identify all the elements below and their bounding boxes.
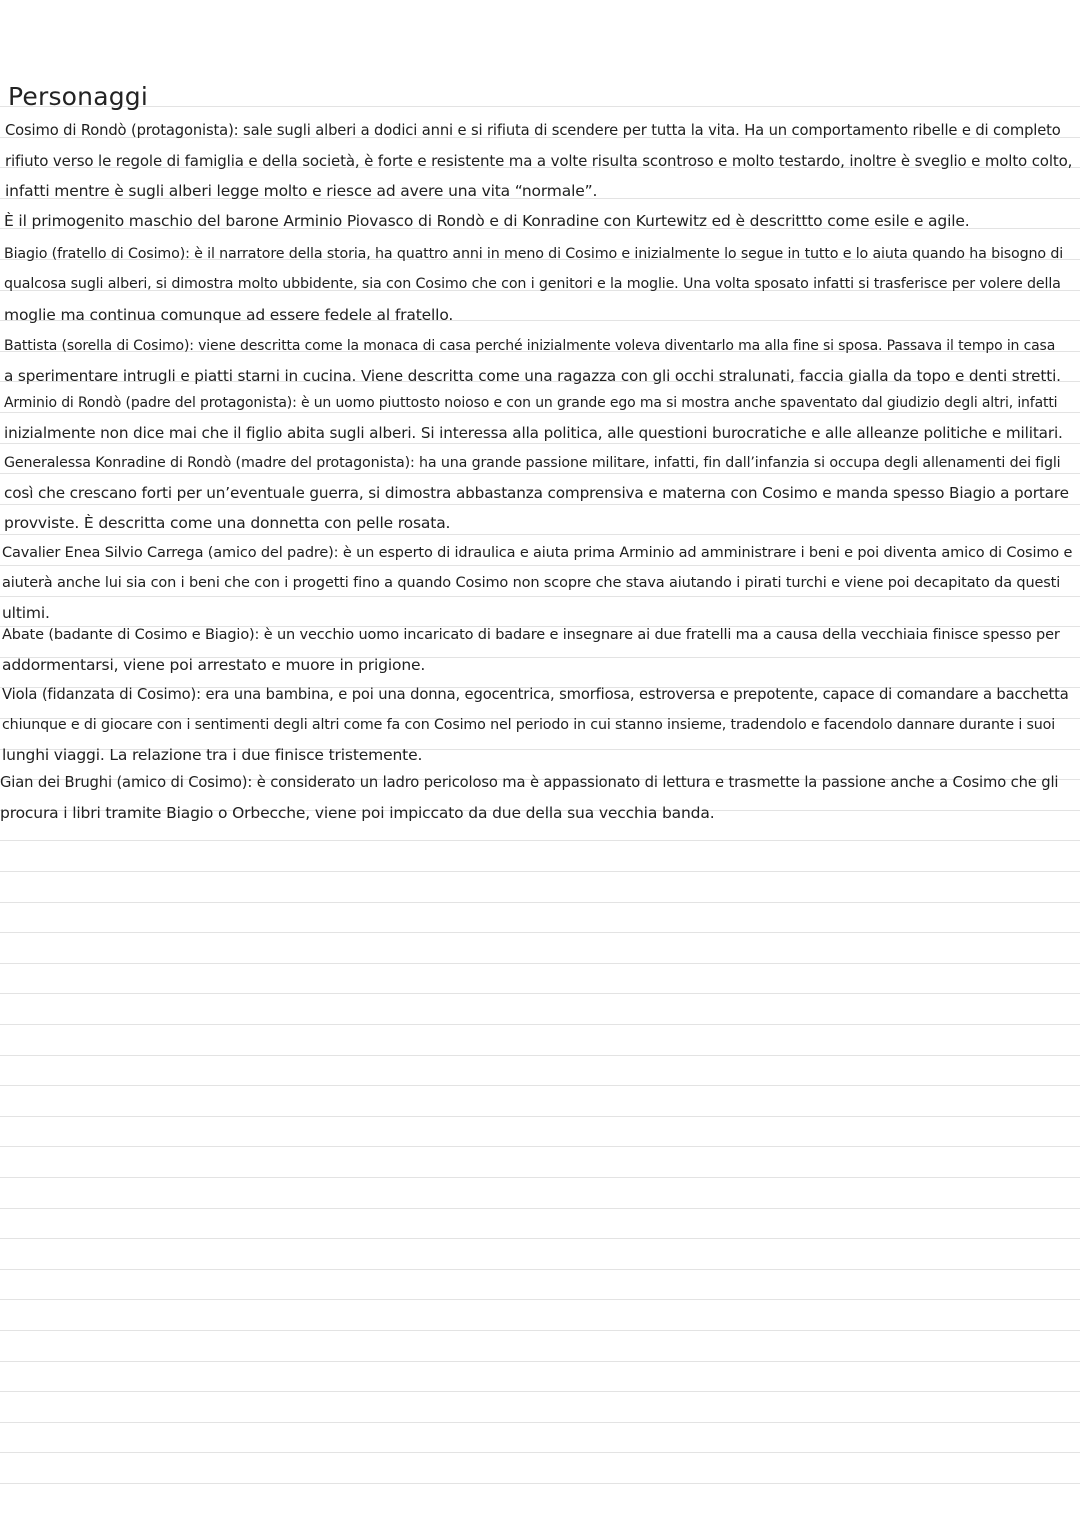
text-line: così che crescano forti per un’eventuale guerra, si dimostra abbastanza comprensiva e materna con Cosimo e manda spesso Biagio a portare: [4, 484, 1069, 502]
text-line: Cosimo di Rondò (protagonista): sale sugli alberi a dodici anni e si rifiuta di scendere per tutta la vita. Ha un comportamento ribelle e di completo: [5, 122, 1061, 139]
text-line: ultimi.: [2, 604, 50, 622]
rule-line: [0, 1483, 1080, 1484]
rule-line: [0, 1024, 1080, 1025]
text-line: aiuterà anche lui sia con i beni che con i progetti fino a quando Cosimo non scopre che stava aiutando i pirati turchi e viene poi decapitato da questi: [2, 575, 1061, 591]
text-line: addormentarsi, viene poi arrestato e muore in prigione.: [2, 656, 426, 674]
rule-line: [0, 1391, 1080, 1392]
rule-line: [0, 1116, 1080, 1117]
text-line: moglie ma continua comunque ad essere fedele al fratello.: [4, 306, 454, 324]
rule-line: [0, 1146, 1080, 1147]
text-line: a sperimentare intrugli e piatti starni in cucina. Viene descritta come una ragazza con gli occhi stralunati, faccia gialla da topo e denti stretti.: [4, 367, 1061, 385]
text-line: Arminio di Rondò (padre del protagonista): è un uomo piuttosto noioso e con un grande ego ma si mostra anche spaventato dal giudizio degli altri, infatti: [4, 395, 1058, 411]
text-line: procura i libri tramite Biagio o Orbecche, viene poi impiccato da due della sua vecchia banda.: [0, 804, 715, 822]
rule-line: [0, 1208, 1080, 1209]
rule-line: [0, 1299, 1080, 1300]
text-line: qualcosa sugli alberi, si dimostra molto ubbidente, sia con Cosimo che con i genitori e la moglie. Una volta sposato infatti si trasferisce per volere della: [4, 276, 1061, 292]
page-title: Personaggi: [8, 82, 149, 111]
rule-line: [0, 1238, 1080, 1239]
rule-line: [0, 1177, 1080, 1178]
text-line: chiunque e di giocare con i sentimenti degli altri come fa con Cosimo nel periodo in cui stanno insieme, tradendolo e facendolo dannare durante i suoi: [2, 717, 1056, 733]
text-line: Biagio (fratello di Cosimo): è il narratore della storia, ha quattro anni in meno di Cosimo e inizialmente lo segue in tutto e lo aiuta quando ha bisogno di: [4, 246, 1064, 262]
rule-line: [0, 1085, 1080, 1086]
text-line: È il primogenito maschio del barone Arminio Piovasco di Rondò e di Konradine con Kurtewitz ed è descrittto come esile e agile.: [4, 212, 970, 230]
rule-line: [0, 106, 1080, 107]
text-line: rifiuto verso le regole di famiglia e della società, è forte e resistente ma a volte risulta scontroso e molto testardo, inoltre è sveglio e molto colto,: [5, 152, 1073, 170]
text-line: Abate (badante di Cosimo e Biagio): è un vecchio uomo incaricato di badare e insegnare ai due fratelli ma a causa della vecchiaia finisce spesso per: [2, 627, 1060, 643]
text-line: Cavalier Enea Silvio Carrega (amico del padre): è un esperto di idraulica e aiuta prima Arminio ad amministrare i beni e poi diventa amico di Cosimo e: [2, 545, 1073, 561]
rule-line: [0, 1269, 1080, 1270]
text-line: lunghi viaggi. La relazione tra i due finisce tristemente.: [2, 746, 423, 764]
text-line: inizialmente non dice mai che il figlio abita sugli alberi. Si interessa alla politica, alle questioni burocratiche e alle alleanze politiche e militari.: [4, 424, 1063, 442]
text-line: provviste. È descritta come una donnetta con pelle rosata.: [4, 514, 451, 532]
text-line: Battista (sorella di Cosimo): viene descritta come la monaca di casa perché inizialmente voleva diventarlo ma alla fine si sposa. Passava il tempo in casa: [4, 338, 1056, 354]
rule-line: [0, 932, 1080, 933]
rule-line: [0, 871, 1080, 872]
rule-line: [0, 963, 1080, 964]
rule-line: [0, 1330, 1080, 1331]
rule-line: [0, 1452, 1080, 1453]
rule-line: [0, 1361, 1080, 1362]
rule-line: [0, 1422, 1080, 1423]
rule-line: [0, 993, 1080, 994]
text-line: Viola (fidanzata di Cosimo): era una bambina, e poi una donna, egocentrica, smorfiosa, estroversa e prepotente, capace di comandare a bacchetta: [2, 686, 1069, 703]
text-line: Generalessa Konradine di Rondò (madre del protagonista): ha una grande passione militare, infatti, fin dall’infanzia si occupa degli allenamenti dei figli: [4, 455, 1061, 471]
rule-line: [0, 1055, 1080, 1056]
text-line: Gian dei Brughi (amico di Cosimo): è considerato un ladro pericoloso ma è appassionato di lettura e trasmette la passione anche a Cosimo che gli: [0, 774, 1059, 791]
text-line: infatti mentre è sugli alberi legge molto e riesce ad avere una vita “normale”.: [5, 182, 598, 200]
rule-line: [0, 902, 1080, 903]
rule-line: [0, 840, 1080, 841]
